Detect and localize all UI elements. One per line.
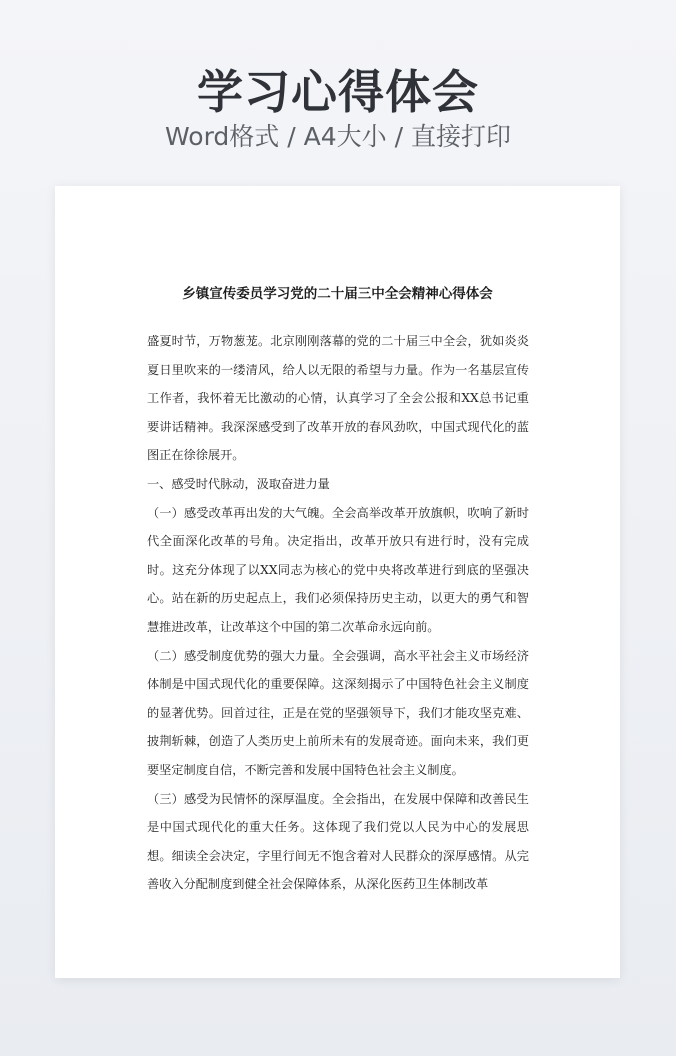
document-body xyxy=(147,327,529,899)
banner-title: 学习心得体会 xyxy=(197,65,479,119)
paragraph-point-3: （三）感受为民情怀的深厚温度。全会指出，在发展中保障和改善民生是中国式现代化的重大任务。这体现了我们党以人民为中心的发展思想。细读全会决定，字里行间无不饱含着对人民群众的深厚感情。从完善收入分配制度到健全社会保障体系，从深化医药卫生体制改革 xyxy=(147,791,529,892)
paragraph-point-1: （一）感受改革再出发的大气魄。全会高举改革开放旗帜，吹响了新时代全面深化改革的号角。决定指出，改革开放只有进行时，没有完成时。这充分体现了以XX同志为核心的党中央将改革进行到底的坚强决心。站在新的历史起点上，我们必须保持历史主动，以更大的勇气和智慧推进改革，让改革这个中国的第二次革命永远向前。 xyxy=(147,505,529,634)
paragraph-point-2: （二）感受制度优势的强大力量。全会强调，高水平社会主义市场经济体制是中国式现代化的重要保障。这深刻揭示了中国特色社会主义制度的显著优势。回首过往，正是在党的坚强领导下，我们才能攻坚克难、披荆斩棘，创造了人类历史上前所未有的发展奇迹。面向未来，我们更要坚定制度自信，不断完善和发展中国特色社会主义制度。 xyxy=(147,648,529,777)
document-page xyxy=(55,186,620,978)
section-heading: 一、感受时代脉动，汲取奋进力量 xyxy=(147,476,330,491)
paragraph-intro: 盛夏时节，万物葱茏。北京刚刚落幕的党的二十届三中全会，犹如炎炎夏日里吹来的一缕清风，给人以无限的希望与力量。作为一名基层宣传工作者，我怀着无比激动的心情，认真学习了全会公报和XX总书记重要讲话精神。我深深感受到了改革开放的春风劲吹，中国式现代化的蓝图正在徐徐展开。 xyxy=(147,334,529,463)
banner-subtitle: Word格式 / A4大小 / 直接打印 xyxy=(165,122,511,151)
document-title: 乡镇宣传委员学习党的二十届三中全会精神心得体会 xyxy=(182,286,493,302)
